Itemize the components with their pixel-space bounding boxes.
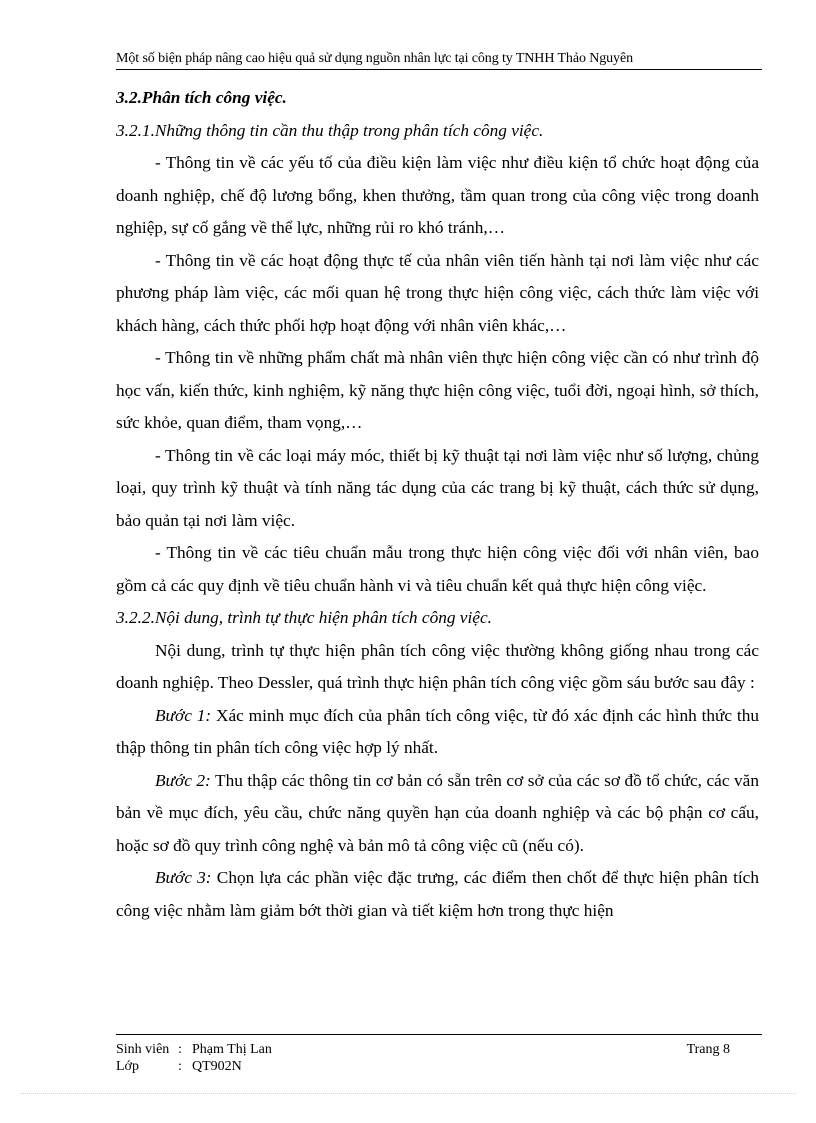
page-number: Trang 8: [686, 1042, 730, 1057]
document-body: [116, 82, 759, 927]
step-label: Bước 3:: [155, 868, 212, 887]
paragraph: Nội dung, trình tự thực hiện phân tích công việc thường không giống nhau trong các doanh nghiệp. Theo Dessler, quá trình thực hiện phân tích công việc gồm sáu bước sau đây :: [116, 640, 759, 692]
section-heading: 3.2.Phân tích công việc.: [116, 88, 287, 107]
footer-student-row: [116, 1041, 760, 1058]
footer-rule: [116, 1034, 762, 1035]
class-value: QT902N: [192, 1059, 242, 1074]
step-paragraph: [116, 765, 759, 863]
step-paragraph: [116, 862, 759, 927]
step-text: Xác minh mục đích của phân tích công việc, từ đó xác định các hình thức thu thập thông tin phân tích công việc hợp lý nhất.: [116, 705, 759, 757]
page-footer: [116, 1041, 760, 1075]
paragraph: - Thông tin về các hoạt động thực tế của nhân viên tiến hành tại nơi làm việc như các phương pháp làm việc, các mối quan hệ trong thực hiện công việc, cách thức làm việc với khách hàng, cách thức phối hợp hoạt động với nhân viên khác,…: [116, 250, 759, 335]
paragraph: - Thông tin về các loại máy móc, thiết bị kỹ thuật tại nơi làm việc như số lượng, chủng loại, quy trình kỹ thuật và tính năng tác dụng của các trang bị kỹ thuật, cách thức sử dụng, bảo quản tại nơi làm việc.: [116, 445, 759, 530]
running-header: Một số biện pháp nâng cao hiệu quả sử dụng nguồn nhân lực tại công ty TNHH Thảo Nguyên: [116, 51, 633, 66]
paragraph: - Thông tin về các tiêu chuẩn mẫu trong thực hiện công việc đối với nhân viên, bao gồm cả các quy định về tiêu chuẩn hành vi và tiêu chuẩn kết quả thực hiện công việc.: [116, 543, 759, 595]
step-label: Bước 2:: [155, 770, 211, 790]
step-label: Bước 1:: [155, 705, 212, 725]
header-rule: [116, 69, 762, 70]
student-separator: :: [178, 1042, 182, 1057]
step-text: Thu thập các thông tin cơ bản có sẵn trên cơ sở của các sơ đồ tổ chức, các văn bản về mục đích, yêu cầu, chức năng quyền hạn của doanh nghiệp và các bộ phận cơ cấu, hoặc sơ đồ quy trình công nghệ và bản mô tả công việc cũ (nếu có).: [116, 770, 759, 855]
class-separator: :: [178, 1059, 182, 1074]
page-edge-divider: [20, 1093, 796, 1094]
student-label: Sinh viên: [116, 1042, 170, 1057]
paragraph: - Thông tin về các yếu tố của điều kiện làm việc như điều kiện tổ chức hoạt động của doanh nghiệp, chế độ lương bổng, khen thưởng, tầm quan trong của công việc trong doanh nghiệp, sự cố gắng về thể lực, những rủi ro khó tránh,…: [116, 153, 759, 237]
subsection-heading-2: 3.2.2.Nội dung, trình tự thực hiện phân tích công việc.: [116, 608, 492, 627]
step-text: Chọn lựa các phần việc đặc trưng, các điểm then chốt để thực hiện phân tích công việc nhằm làm giảm bớt thời gian và tiết kiệm hơn trong thực hiện: [116, 868, 759, 920]
paragraph: - Thông tin về những phẩm chất mà nhân viên thực hiện công việc cần có như trình độ học vấn, kiến thức, kinh nghiệm, kỹ năng thực hiện công việc, tuổi đời, ngoại hình, sở thích, sức khỏe, quan điểm, tham vọng,…: [116, 348, 759, 432]
student-name: Phạm Thị Lan: [192, 1042, 272, 1057]
class-label: Lớp: [116, 1059, 139, 1074]
footer-class-row: [116, 1058, 760, 1075]
subsection-heading-1: 3.2.1.Những thông tin cần thu thập trong phân tích công việc.: [116, 120, 544, 140]
step-paragraph: [116, 700, 759, 765]
